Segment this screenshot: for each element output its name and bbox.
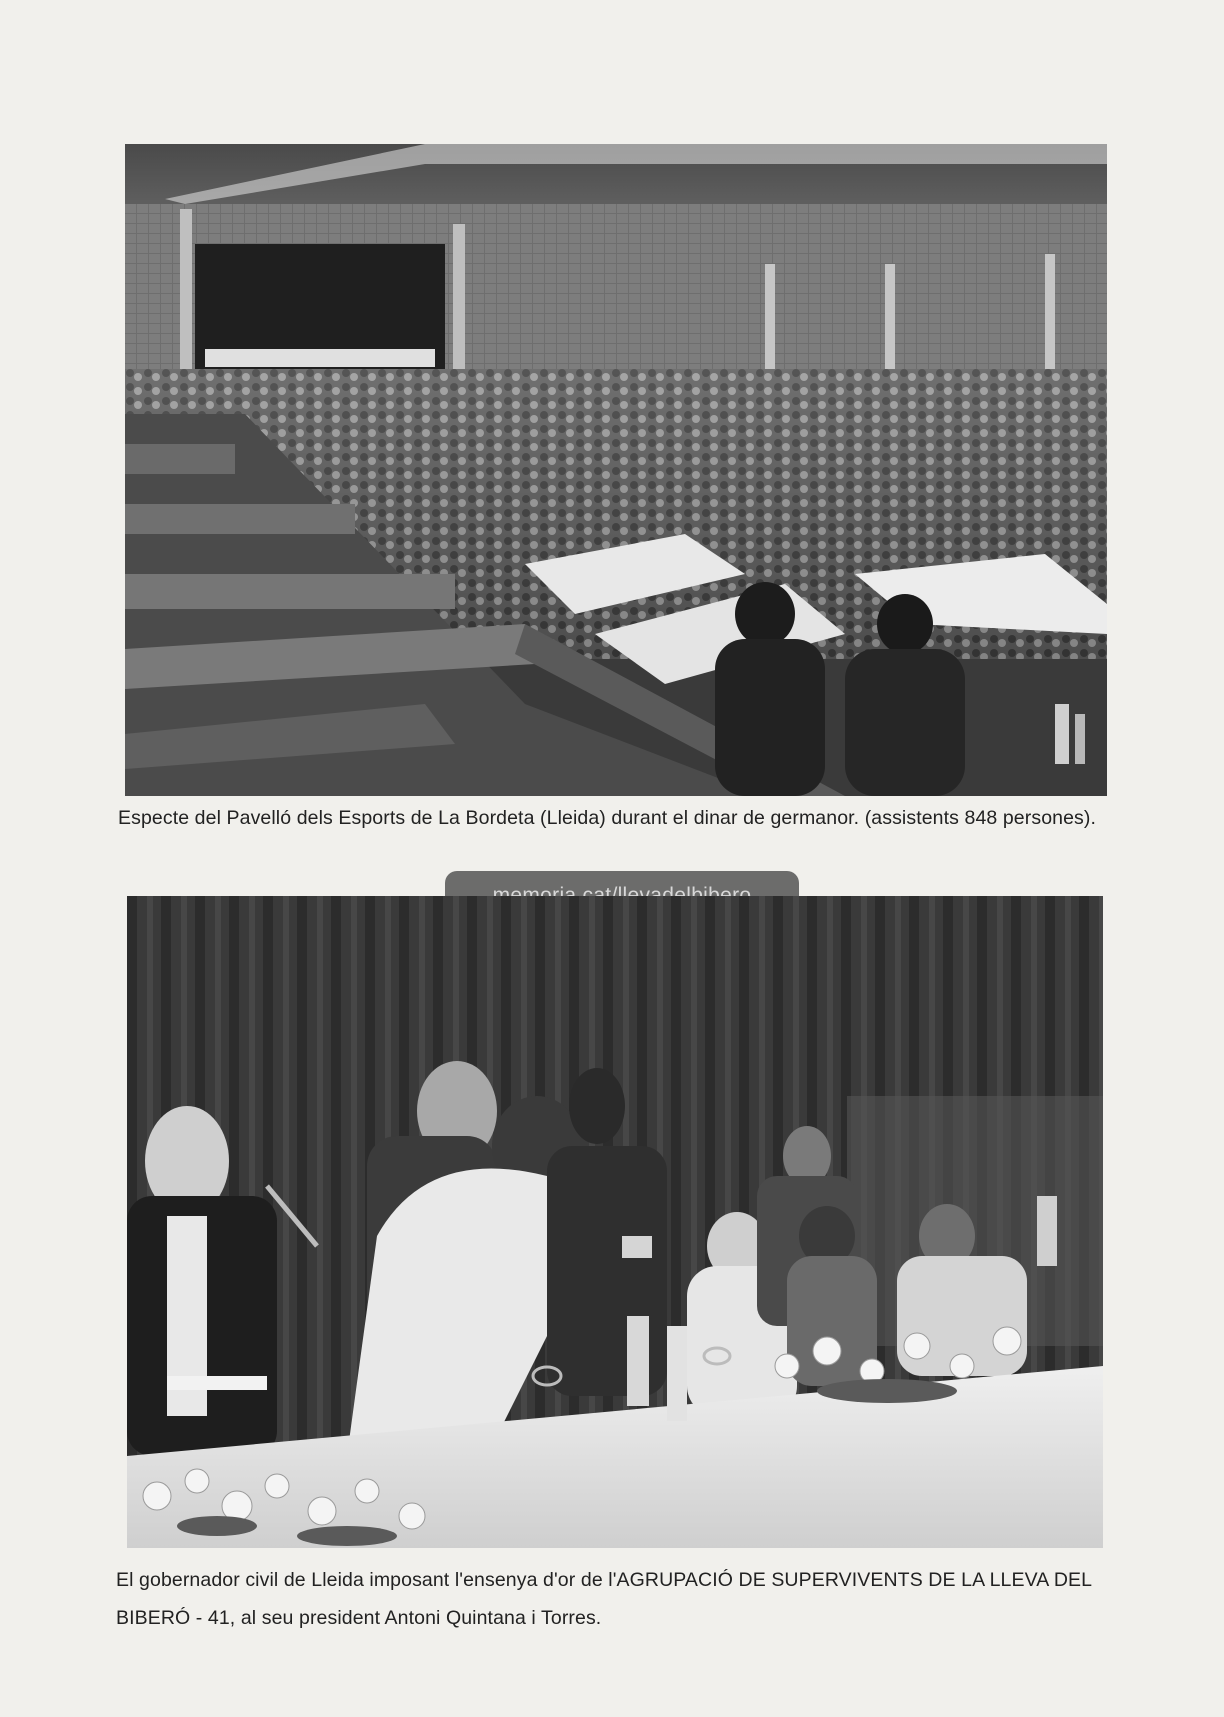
photo-caption-bottom: El gobernador civil de Lleida imposant l'ensenya d'or de l'AGRUPACIÓ DE SUPERVIVENTS DE LA LLEVA DEL BIBERÓ - 41, al seu president Antoni Quintana i Torres. (116, 1569, 1092, 1629)
banquet-hall-image (125, 144, 1107, 796)
ensenya-ceremony-photo (127, 896, 1103, 1548)
pavello-dinar-photo (125, 144, 1107, 796)
photo-caption-top: Especte del Pavelló dels Esports de La Bordeta (Lleida) durant el dinar de germanor. (assistents 848 persones). (118, 807, 1096, 829)
ceremony-image (127, 896, 1103, 1548)
